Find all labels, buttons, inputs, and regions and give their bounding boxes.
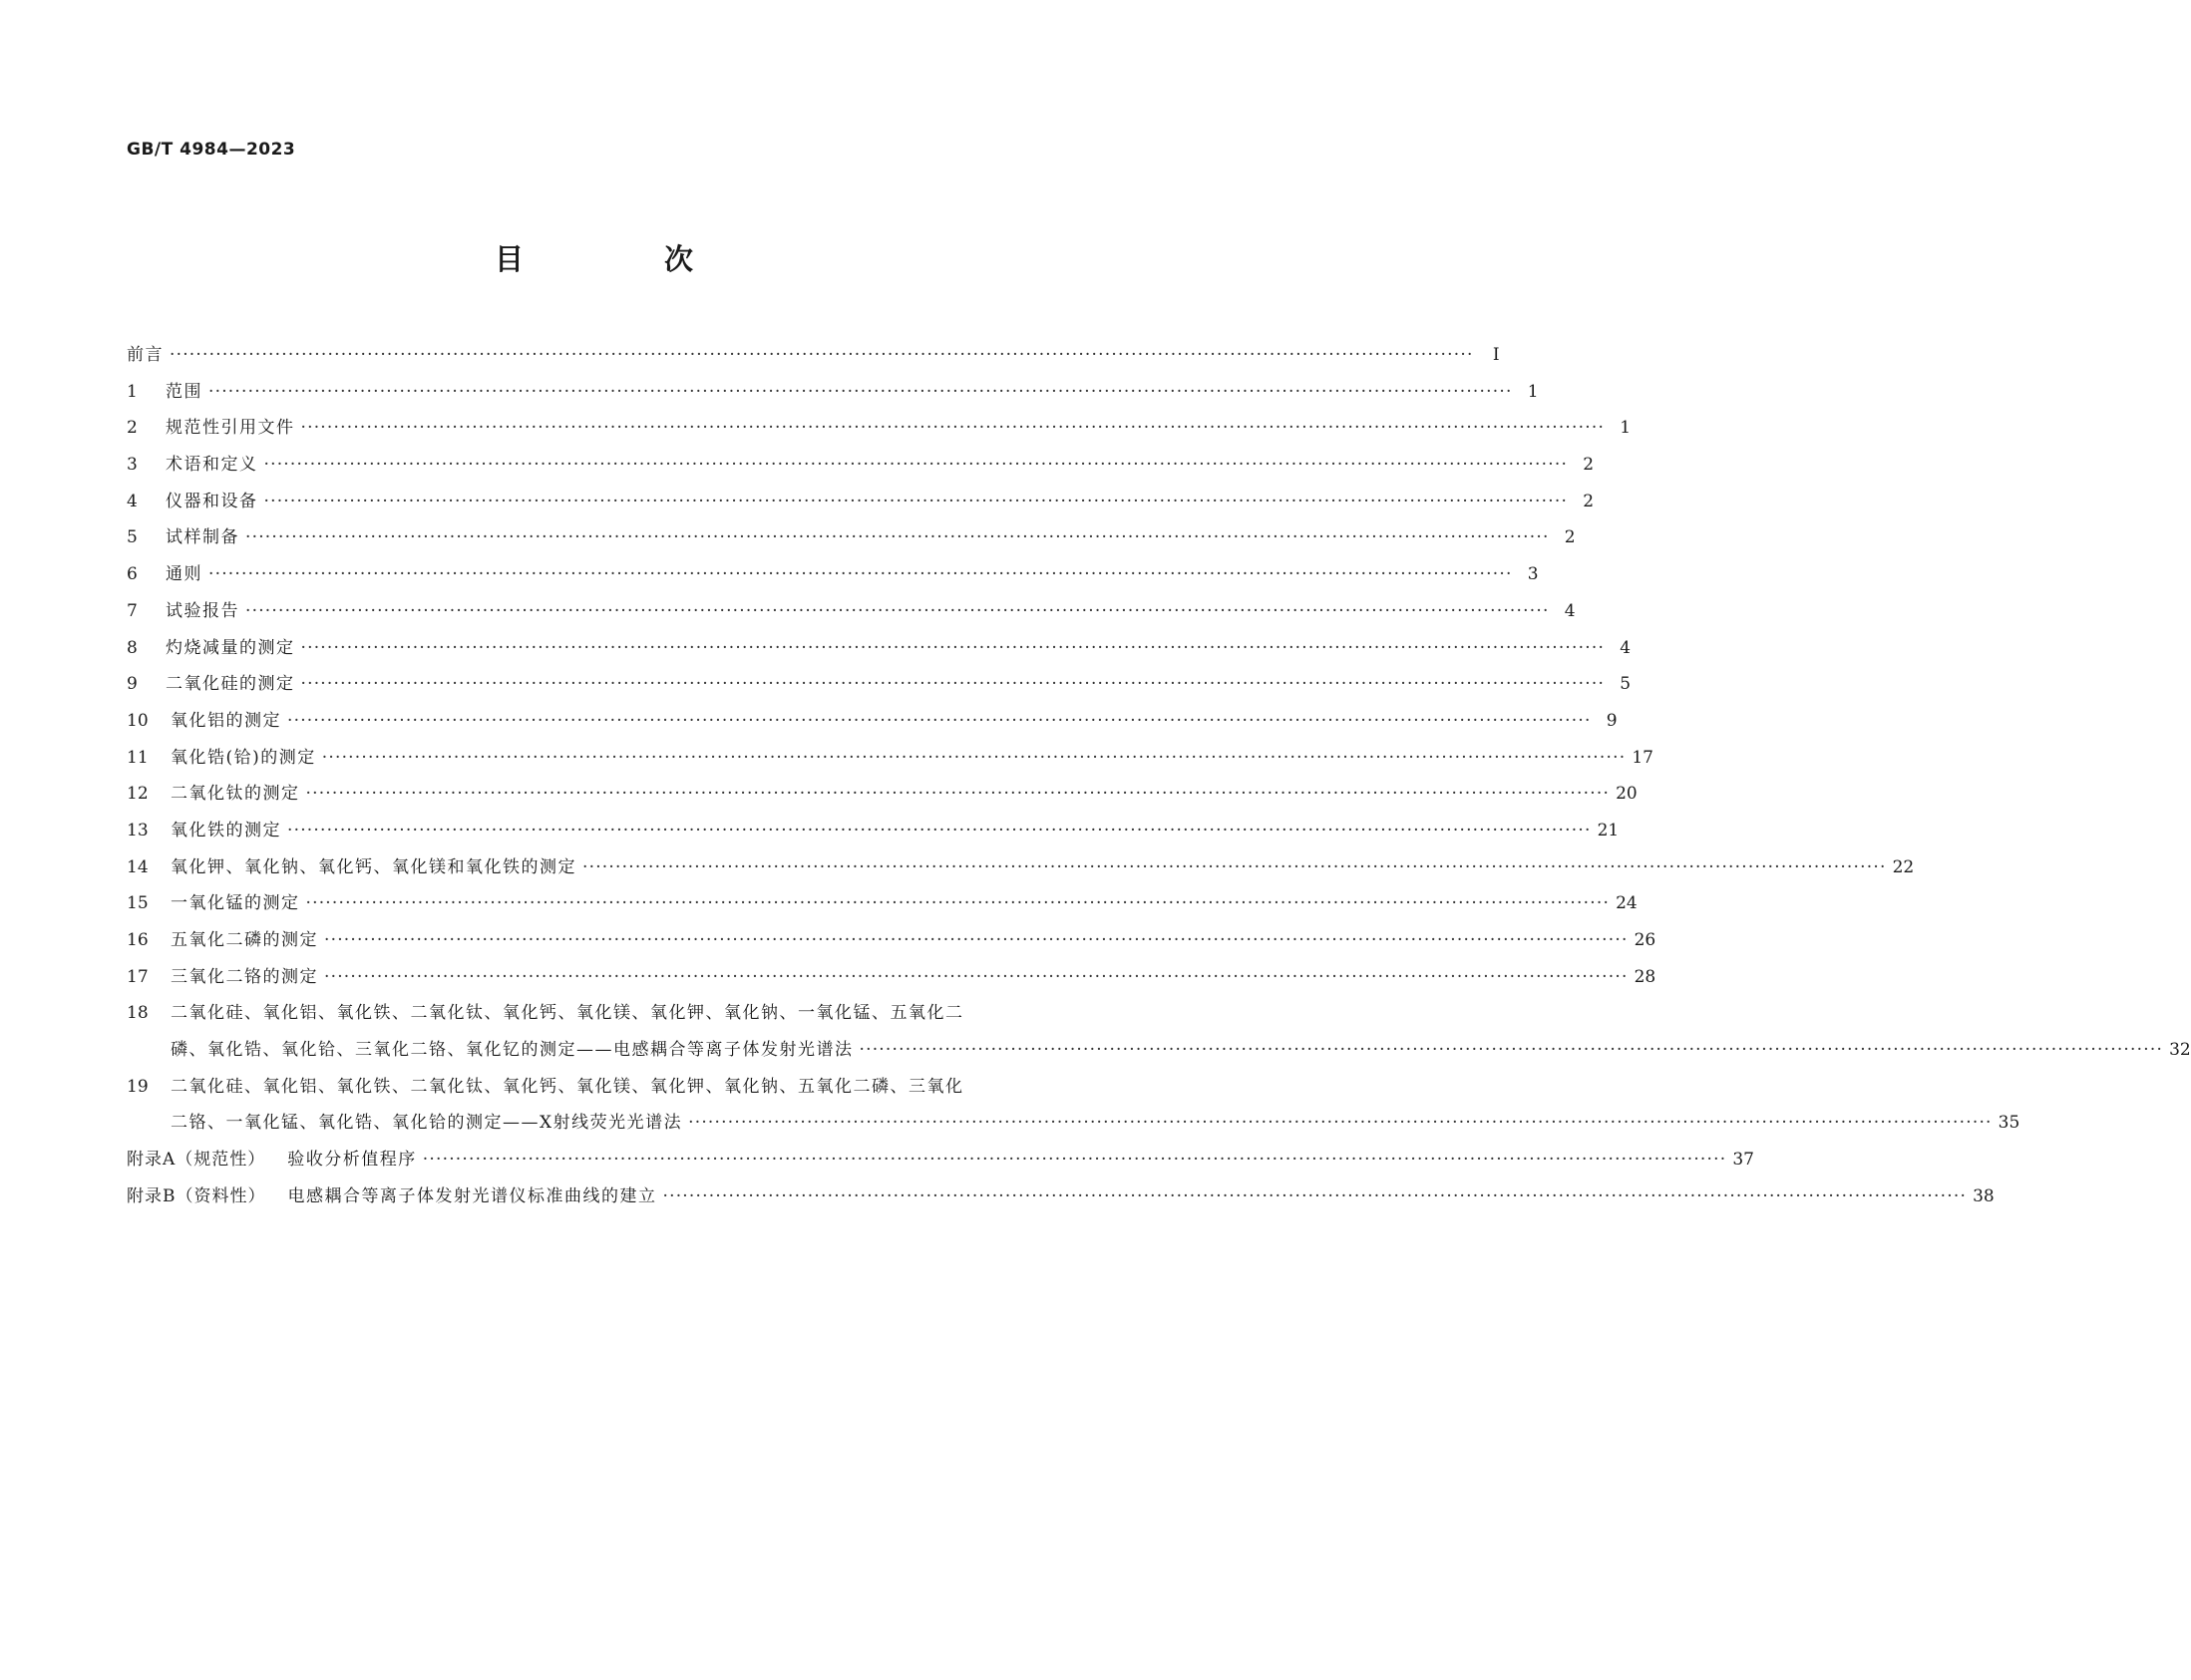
toc-entry-page: 20 [1616,784,1638,805]
toc-entry-label: 一氧化锰的测定 [171,893,300,914]
dot-leader [245,519,1550,556]
toc-entry-label: 二氧化钛的测定 [171,784,300,805]
toc-entry[interactable] [127,556,1539,593]
annex-prefix: 附录A（规范性） [127,1150,266,1171]
toc-entry[interactable] [127,849,1915,886]
dot-leader [582,849,1887,886]
toc-entry-label: 通则 [166,564,202,585]
toc-entry[interactable] [127,959,1656,996]
toc-entry[interactable] [127,630,1632,667]
toc-entry-page: 1 [1620,418,1632,439]
toc-entry-label-line2: 二铬、一氧化锰、氧化锆、氧化铪的测定——X射线荧光光谱法 [171,1113,683,1134]
annex-prefix: 附录B（资料性） [127,1185,266,1206]
toc-entry-number: 9 [127,674,138,695]
page-title: 目 次 [494,242,749,276]
dot-leader [301,410,1606,447]
toc-entry-page: 38 [1973,1185,1995,1206]
dot-leader [170,337,1474,374]
toc-entry-label: 氧化铁的测定 [171,820,281,840]
toc-entry-number: 2 [127,418,138,439]
toc-entry-foreword[interactable] [127,337,1500,374]
toc-entry-page: 3 [1527,564,1539,585]
toc-entry-page: 24 [1616,893,1638,914]
toc-entry-label: 术语和定义 [166,455,258,476]
toc-entry-page: 4 [1620,637,1632,658]
toc-entry[interactable] [127,484,1595,520]
dot-leader [264,447,1569,484]
dot-leader [324,959,1629,996]
dot-leader [663,1178,1968,1215]
toc-entry-label: 仪器和设备 [166,491,258,511]
toc-entry-page: Ⅰ [1492,345,1500,365]
toc-entry[interactable] [127,776,1638,813]
toc-entry-page: 28 [1634,966,1656,987]
table-of-contents [127,337,2191,1215]
toc-entry-page: 26 [1634,930,1656,950]
toc-entry-label: 范围 [166,381,202,402]
toc-entry-number: 4 [127,491,138,511]
toc-entry-number: 18 [127,1003,149,1024]
dot-leader [306,776,1611,813]
dot-leader [688,1105,1993,1142]
standard-code: GB/T 4984—2023 [127,140,296,160]
dot-leader [860,1032,2164,1069]
toc-entry-label: 规范性引用文件 [166,418,295,439]
toc-entry[interactable] [127,410,1632,447]
toc-entry-label: 试样制备 [166,527,239,548]
dot-leader [324,922,1629,959]
toc-entry-page: 4 [1564,600,1576,621]
dot-leader [287,813,1592,849]
toc-entry[interactable] [127,374,1539,411]
toc-entry-number: 3 [127,455,138,476]
toc-entry[interactable] [127,666,1632,703]
dot-leader [306,885,1611,922]
dot-leader [301,630,1606,667]
dot-leader [245,593,1550,630]
dot-leader [322,740,1627,777]
toc-entry-page: 2 [1564,527,1576,548]
toc-entry-label: 氧化铝的测定 [171,710,281,731]
toc-entry-annex-a[interactable] [127,1142,1754,1178]
toc-entry[interactable] [127,703,1618,740]
toc-entry-label: 前言 [127,345,164,365]
toc-entry-page: 37 [1732,1150,1754,1171]
toc-entry[interactable] [127,447,1595,484]
toc-entry-label: 五氧化二磷的测定 [171,930,318,950]
toc-entry[interactable] [127,813,1620,849]
toc-entry-page: 32 [2169,1040,2191,1061]
toc-entry-number: 16 [127,930,149,950]
toc-entry-page: 17 [1632,747,1653,768]
toc-entry-number: 5 [127,527,138,548]
toc-entry-number: 6 [127,564,138,585]
toc-entry[interactable] [127,519,1576,556]
dot-leader [287,703,1592,740]
toc-entry-page: 35 [1998,1113,2020,1134]
toc-entry-19[interactable] [127,1069,2020,1142]
toc-entry-page: 1 [1527,381,1539,402]
toc-entry-18[interactable] [127,995,2191,1068]
toc-entry-number: 7 [127,600,138,621]
toc-entry-label: 氧化钾、氧化钠、氧化钙、氧化镁和氧化铁的测定 [171,856,576,877]
toc-entry-label: 试验报告 [166,600,239,621]
dot-leader [423,1142,1727,1178]
dot-leader [208,374,1513,411]
toc-entry-label: 电感耦合等离子体发射光谱仪标准曲线的建立 [287,1185,657,1206]
toc-entry-label: 三氧化二铬的测定 [171,966,318,987]
toc-entry-number: 10 [127,710,149,731]
toc-entry-number: 11 [127,747,149,768]
toc-entry-page: 9 [1606,710,1618,731]
toc-entry-number: 8 [127,637,138,658]
toc-entry-number: 17 [127,966,149,987]
toc-entry[interactable] [127,593,1576,630]
dot-leader [264,484,1569,520]
toc-entry-number: 15 [127,893,149,914]
toc-entry-label-line1: 二氧化硅、氧化铝、氧化铁、二氧化钛、氧化钙、氧化镁、氧化钾、氧化钠、五氧化二磷、三氧化 [171,1076,964,1097]
toc-entry-label-line2: 磷、氧化锆、氧化铪、三氧化二铬、氧化钇的测定——电感耦合等离子体发射光谱法 [171,1040,854,1061]
toc-entry-number: 19 [127,1076,149,1097]
toc-entry[interactable] [127,885,1638,922]
toc-entry-annex-b[interactable] [127,1178,1995,1215]
toc-entry-page: 22 [1892,856,1915,877]
toc-entry[interactable] [127,922,1656,959]
toc-entry-page: 2 [1583,491,1595,511]
toc-entry-label: 灼烧减量的测定 [166,637,295,658]
dot-leader [208,556,1513,593]
toc-entry-page: 5 [1620,674,1632,695]
dot-leader [301,666,1606,703]
toc-entry-label: 氧化锆(铪)的测定 [171,747,316,768]
toc-entry-label: 二氧化硅的测定 [166,674,295,695]
toc-entry-label-line1: 二氧化硅、氧化铝、氧化铁、二氧化钛、氧化钙、氧化镁、氧化钾、氧化钠、一氧化锰、五氧化二 [171,1003,964,1024]
toc-entry-page: 2 [1583,455,1595,476]
toc-entry-page: 21 [1597,820,1620,840]
toc-entry-number: 14 [127,856,149,877]
toc-entry-number: 12 [127,784,149,805]
toc-entry-number: 1 [127,381,138,402]
toc-entry-number: 13 [127,820,149,840]
toc-entry-label: 验收分析值程序 [287,1150,417,1171]
toc-entry[interactable] [127,740,1653,777]
